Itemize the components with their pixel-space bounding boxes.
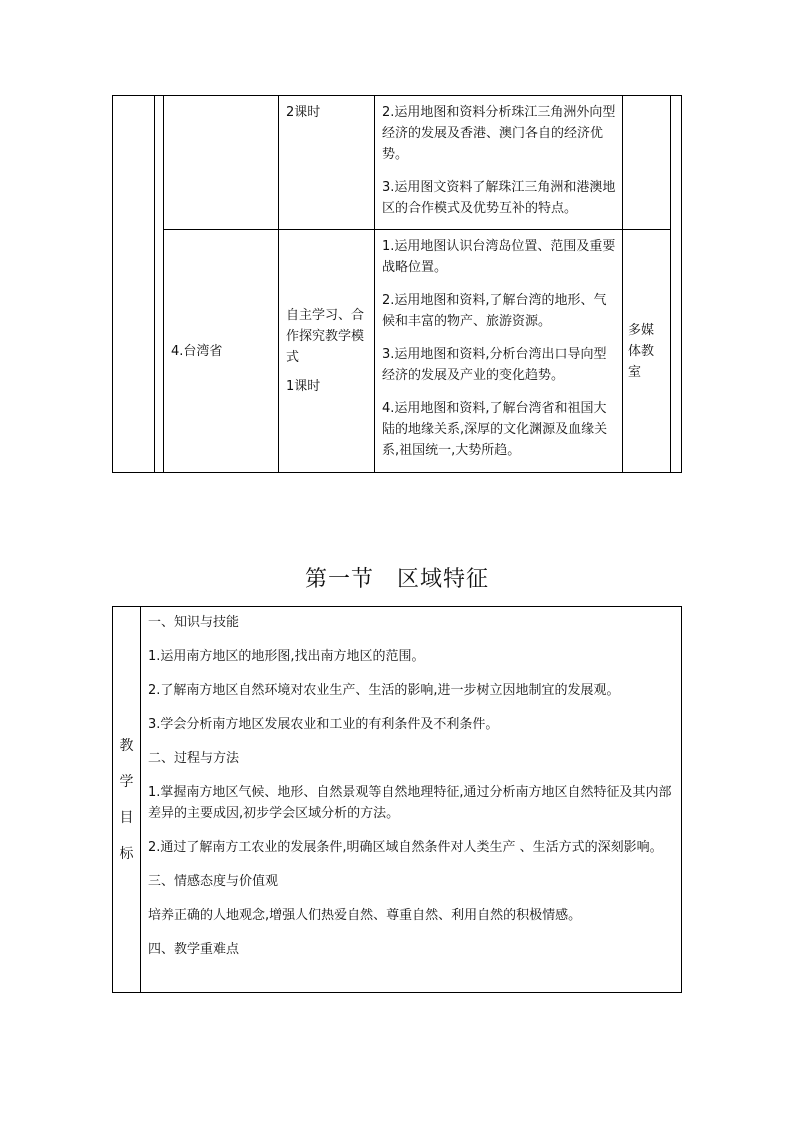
topic-cell xyxy=(164,96,279,230)
goals-cell xyxy=(375,96,623,230)
side-label xyxy=(113,607,141,993)
goal-item: 2.运用地图和资料,了解台湾的地形、气候和丰富的物产、旅游资源。 xyxy=(382,293,607,329)
goal-heading: 二、过程与方法 xyxy=(148,751,240,766)
lesson-plan-table xyxy=(112,95,682,473)
goals-cell xyxy=(375,230,623,473)
topic-cell: 4.台湾省 xyxy=(164,230,279,473)
goal-heading: 一、知识与技能 xyxy=(148,615,240,630)
hours-cell: 2课时 xyxy=(279,96,375,230)
inner-bar-cell xyxy=(155,96,164,473)
place-cell xyxy=(623,96,671,230)
goals-content xyxy=(141,607,682,993)
table-row xyxy=(113,230,682,473)
goal-item: 3.运用地图和资料,分析台湾出口导向型经济的发展及产业的变化趋势。 xyxy=(382,347,607,383)
method-cell xyxy=(279,230,375,473)
goal-item: 4.运用地图和资料,了解台湾省和祖国大陆的地缘关系,深厚的文化渊源及血缘关系,祖国统一,大势所趋。 xyxy=(382,401,608,458)
side-char: 标 xyxy=(119,845,134,862)
goal-item: 3.运用图文资料了解珠江三角洲和港澳地区的合作模式及优势互补的特点。 xyxy=(382,180,616,216)
side-char: 教 xyxy=(119,737,134,754)
goal-heading: 四、教学重难点 xyxy=(148,942,240,957)
method-text: 自主学习、合作探究教学模式 xyxy=(286,308,365,365)
place-cell: 多媒体教室 xyxy=(623,230,671,473)
table-row xyxy=(113,96,682,230)
goal-heading: 三、情感态度与价值观 xyxy=(148,874,279,889)
goal-item: 1.掌握南方地区气候、地形、自然景观等自然地理特征,通过分析南方地区自然特征及其内部差异的主要成因,初步学会区域分析的方法。 xyxy=(148,785,672,821)
goal-item: 2.通过了解南方工农业的发展条件,明确区域自然条件对人类生产 、生活方式的深刻影响。 xyxy=(148,840,663,855)
hours-text: 1课时 xyxy=(286,379,321,394)
right-margin-cell xyxy=(671,96,682,473)
goal-item: 2.了解南方地区自然环境对农业生产、生活的影响,进一步树立因地制宜的发展观。 xyxy=(148,683,620,698)
side-char: 目 xyxy=(119,809,134,826)
goal-item: 1.运用地图认识台湾岛位置、范围及重要战略位置。 xyxy=(382,239,616,275)
goal-item: 2.运用地图和资料分析珠江三角洲外向型经济的发展及香港、澳门各自的经济优势。 xyxy=(382,105,616,162)
left-margin-cell xyxy=(113,96,155,473)
goal-item: 培养正确的人地观念,增强人们热爱自然、尊重自然、利用自然的积极情感。 xyxy=(148,908,582,923)
table-row xyxy=(113,607,682,993)
teaching-goals-table xyxy=(112,606,682,993)
side-char: 学 xyxy=(119,773,134,790)
section-title: 第一节 区域特征 xyxy=(304,567,489,592)
goal-item: 3.学会分析南方地区发展农业和工业的有利条件及不利条件。 xyxy=(148,717,499,732)
goal-item: 1.运用南方地区的地形图,找出南方地区的范围。 xyxy=(148,649,425,664)
